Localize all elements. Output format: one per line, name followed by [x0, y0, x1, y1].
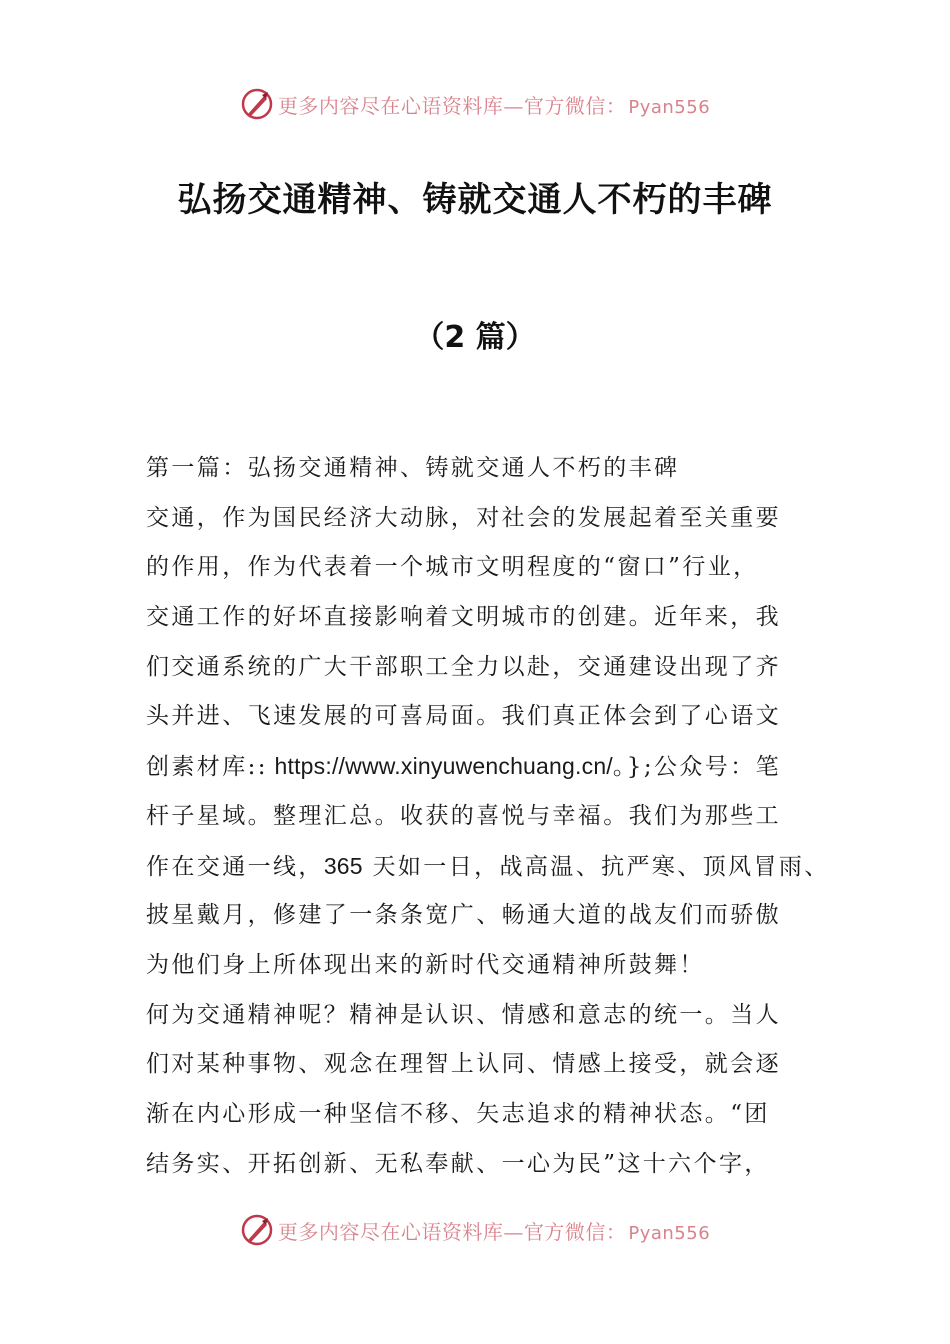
quill-logo-icon [240, 1213, 274, 1247]
body-line: 第一篇：弘扬交通精神、铸就交通人不朽的丰碑 [146, 455, 680, 481]
header-banner [0, 84, 950, 124]
body-line: 的作用，作为代表着一个城市文明程度的“窗口”行业， [146, 554, 759, 581]
document-subtitle: （2 篇） [414, 320, 536, 355]
body-line: 披星戴月，修建了一条条宽广、畅通大道的战友们而骄傲 [146, 902, 781, 929]
body-line: 交通，作为国民经济大动脉，对社会的发展起着至关重要 [146, 504, 781, 531]
quill-logo-icon [240, 87, 274, 121]
body-line: 结务实、开拓创新、无私奉献、一心为民”这十六个字， [146, 1150, 770, 1177]
body-line-with-number: 作在交通一线，365 天如一日，战高温、抗严寒、顶风冒雨、 [146, 852, 830, 880]
body-line: 交通工作的好坏直接影响着文明城市的创建。近年来，我 [146, 604, 781, 631]
document-title: 弘扬交通精神、铸就交通人不朽的丰碑 [177, 180, 773, 220]
body-line: 们交通系统的广大干部职工全力以赴，交通建设出现了齐 [146, 653, 781, 680]
banner-text: 更多内容尽在心语资料库—官方微信： Pyan556 [277, 1219, 711, 1244]
banner-text: 更多内容尽在心语资料库—官方微信： Pyan556 [277, 93, 711, 118]
website-url: https://www.xinyuwenchuang.cn/ [267, 753, 613, 780]
document-body [146, 450, 830, 1195]
body-line: 们对某种事物、观念在理智上认同、情感上接受，就会逐 [146, 1051, 781, 1078]
footer-banner [0, 1210, 950, 1250]
body-line: 杆子星域。整理汇总。收获的喜悦与幸福。我们为那些工 [146, 802, 781, 829]
body-line: 渐在内心形成一种坚信不移、矢志追求的精神状态。“团 [146, 1100, 770, 1127]
body-line: 为他们身上所体现出来的新时代交通精神所鼓舞！ [146, 951, 705, 978]
body-line: 头并进、飞速发展的可喜局面。我们真正体会到了心语文 [146, 703, 781, 730]
wechat-id: Pyan556 [628, 1222, 711, 1244]
wechat-id: Pyan556 [628, 96, 711, 118]
body-line-with-url: 创素材库:: https://www.xinyuwenchuang.cn/。};公众号：笔 [146, 753, 781, 781]
body-line: 何为交通精神呢？精神是认识、情感和意志的统一。当人 [146, 1001, 781, 1028]
